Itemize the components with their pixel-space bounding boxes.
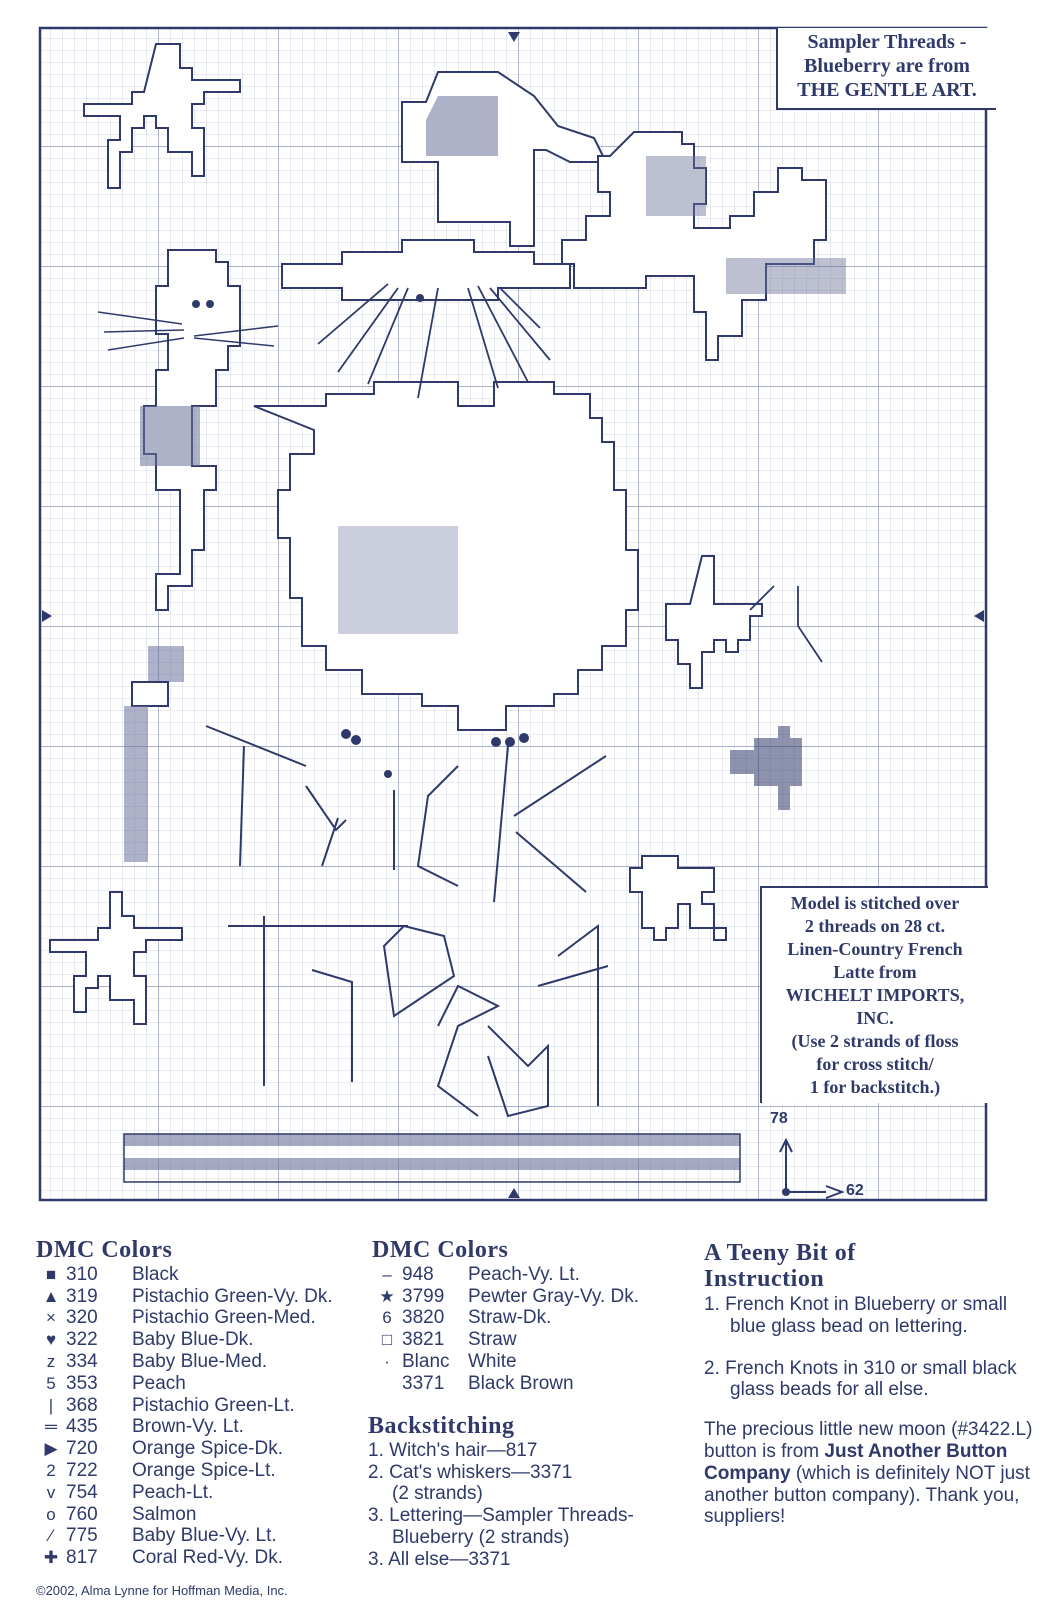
legend-dmc-number: 760 <box>66 1503 98 1525</box>
legend-row <box>36 1373 376 1395</box>
legend-dmc-number: 368 <box>66 1394 98 1416</box>
fabric-note <box>760 886 988 1103</box>
backstitching-section <box>368 1413 688 1571</box>
small-circle-icon: o <box>46 1504 56 1524</box>
legend-row <box>36 1460 376 1482</box>
legend-dmc-number: Blanc <box>402 1350 450 1372</box>
fabric-note-line-7: (Use 2 strands of floss <box>791 1031 959 1051</box>
legend-dmc-number: 948 <box>402 1263 434 1285</box>
backstitch-item: 3. Lettering—Sampler Threads- <box>368 1505 634 1527</box>
instruction-step-1: 1. French Knot in Blueberry or small blue glass bead on lettering. <box>704 1294 1008 1337</box>
legend-symbol <box>372 1373 402 1395</box>
legend-color-name: Pewter Gray-Vy. Dk. <box>468 1285 640 1307</box>
legend-row <box>372 1264 692 1286</box>
heart-icon: ♥ <box>45 1330 57 1350</box>
legend-color-name: Pistachio Green-Vy. Dk. <box>132 1285 333 1307</box>
instruction-section <box>704 1240 1044 1528</box>
legend-row <box>36 1525 376 1547</box>
legend-row <box>36 1504 376 1526</box>
bottom-border-motif <box>124 1134 740 1170</box>
legend-color-name: Salmon <box>132 1503 197 1525</box>
legend-color-name: Pistachio Green-Med. <box>132 1307 316 1329</box>
legend-row <box>36 1264 376 1286</box>
threads-note-line-3: THE GENTLE ART. <box>797 79 977 101</box>
instruction-title-1: A Teeny Bit of <box>704 1240 856 1266</box>
legend-dmc-number: 334 <box>66 1350 98 1372</box>
legend-color-name: Brown-Vy. Lt. <box>132 1416 244 1438</box>
digit-5-icon: 5 <box>46 1373 56 1393</box>
legend-color-name: White <box>468 1350 517 1372</box>
legend-a-title: DMC Colors <box>36 1237 173 1263</box>
legend-color-name: Black Brown <box>468 1372 574 1394</box>
legend-b-title: DMC Colors <box>372 1237 509 1263</box>
legend-dmc-number: 3371 <box>402 1372 445 1394</box>
legend-dmc-number: 817 <box>66 1547 98 1569</box>
star-icon: ★ <box>379 1286 395 1306</box>
supplier-credit <box>704 1419 1044 1528</box>
legend-dmc-number: 754 <box>66 1481 98 1503</box>
backstitch-item: 2. Cat's whiskers—3371 <box>368 1461 573 1483</box>
legend-color-name: Peach-Vy. Lt. <box>468 1263 580 1285</box>
legend-row <box>36 1395 376 1417</box>
solid-square-icon: ■ <box>45 1264 57 1284</box>
copyright-notice: ©2002, Alma Lynne for Hoffman Media, Inc. <box>36 1583 288 1598</box>
legend-dmc-number: 353 <box>66 1372 98 1394</box>
right-triangle-icon: ▶ <box>44 1439 58 1459</box>
legend-dmc-number: 775 <box>66 1525 98 1547</box>
plus-icon: ✚ <box>43 1548 59 1568</box>
legend-row <box>36 1329 376 1351</box>
legend-dmc-number: 3820 <box>402 1307 445 1329</box>
fabric-note-line-6: INC. <box>856 1008 894 1028</box>
legend-dmc-number: 320 <box>66 1307 98 1329</box>
cross-stitch-chart <box>38 26 988 1236</box>
credit-pre: The precious little new moon (#3422.L) button is from <box>704 1419 1033 1462</box>
fabric-note-line-3: Linen-Country French <box>787 939 963 959</box>
legend-color-name: Peach <box>132 1372 186 1394</box>
backstitching-title: Backstitching <box>368 1413 515 1439</box>
legend-row <box>372 1286 692 1308</box>
legend-color-name: Pistachio Green-Lt. <box>132 1394 295 1416</box>
credit-post: (which is definitely NOT just another button company). Thank you, suppliers! <box>704 1462 1030 1528</box>
legend-dmc-number: 319 <box>66 1285 98 1307</box>
legend-color-name: Straw <box>468 1329 517 1351</box>
hat-triangle-fill <box>426 96 498 156</box>
legend-row <box>372 1351 692 1373</box>
double-bar-icon: ═ <box>44 1417 58 1437</box>
legend-dmc-number: 720 <box>66 1438 98 1460</box>
threads-note <box>776 28 996 110</box>
legend-row <box>372 1373 692 1395</box>
legend-dmc-number: 310 <box>66 1263 98 1285</box>
dash-icon: – <box>382 1264 392 1284</box>
digit-2-icon: 2 <box>46 1460 56 1480</box>
letter-v-icon: v <box>46 1482 56 1502</box>
legend-color-name: Baby Blue-Med. <box>132 1350 268 1372</box>
legend-row <box>36 1416 376 1438</box>
instruction-title-2: Instruction <box>704 1266 825 1292</box>
fabric-note-line-1: Model is stitched over <box>790 893 960 913</box>
fabric-note-line-9: 1 for backstitch.) <box>809 1077 941 1097</box>
triangle-icon: ▲ <box>42 1286 60 1306</box>
legend-row <box>36 1438 376 1460</box>
legend-row <box>36 1286 376 1308</box>
legend-row <box>36 1307 376 1329</box>
digit-6-icon: 6 <box>382 1308 392 1328</box>
backstitch-item: 1. Witch's hair—817 <box>368 1439 538 1461</box>
fabric-note-line-4: Latte from <box>833 962 917 982</box>
legend-color-name: Coral Red-Vy. Dk. <box>132 1547 283 1569</box>
credit-company: Just Another Button Company <box>704 1440 1008 1484</box>
legend-color-name: Baby Blue-Dk. <box>132 1329 254 1351</box>
legend-color-name: Black <box>132 1263 179 1285</box>
legend-dmc-number: 722 <box>66 1459 98 1481</box>
backstitch-item: 3. All else—3371 <box>368 1548 511 1570</box>
legend-row <box>36 1482 376 1504</box>
legend-row <box>372 1307 692 1329</box>
legend-dmc-number: 3821 <box>402 1329 445 1351</box>
threads-note-line-1: Sampler Threads - <box>807 31 967 53</box>
legend-row <box>36 1351 376 1373</box>
legend-row <box>372 1329 692 1351</box>
legend-dmc-number: 435 <box>66 1416 98 1438</box>
legend-color-name: Straw-Dk. <box>468 1307 552 1329</box>
fabric-note-line-5: WICHELT IMPORTS, <box>785 985 965 1005</box>
legend-color-name: Orange Spice-Lt. <box>132 1459 276 1481</box>
legend-dmc-number: 322 <box>66 1329 98 1351</box>
dmc-legend-a <box>36 1237 376 1569</box>
letter-z-icon: z <box>46 1351 56 1371</box>
dimension-cols: 62 <box>846 1182 864 1199</box>
dot-icon: · <box>384 1351 390 1371</box>
backstitch-item: (2 strands) <box>392 1483 483 1505</box>
legend-color-name: Baby Blue-Vy. Lt. <box>132 1525 277 1547</box>
backstitch-item: Blueberry (2 strands) <box>392 1526 570 1548</box>
legend-color-name: Orange Spice-Dk. <box>132 1438 284 1460</box>
slash-icon: ⁄ <box>49 1526 53 1546</box>
open-square-icon: □ <box>381 1330 393 1350</box>
instruction-step-2: 2. French Knots in 310 or small black glass beads for all else. <box>704 1357 1017 1401</box>
cross-x-icon: × <box>46 1308 56 1328</box>
legend-dmc-number: 3799 <box>402 1285 445 1307</box>
dmc-legend-b <box>372 1237 692 1395</box>
threads-note-line-2: Blueberry are from <box>804 55 970 77</box>
legend-row <box>36 1547 376 1569</box>
legend-color-name: Peach-Lt. <box>132 1481 214 1503</box>
vertical-bar-icon: | <box>48 1395 54 1415</box>
fabric-note-line-8: for cross stitch/ <box>816 1054 934 1074</box>
dimension-rows: 78 <box>770 1110 788 1127</box>
fabric-note-line-2: 2 threads on 28 ct. <box>804 916 946 936</box>
